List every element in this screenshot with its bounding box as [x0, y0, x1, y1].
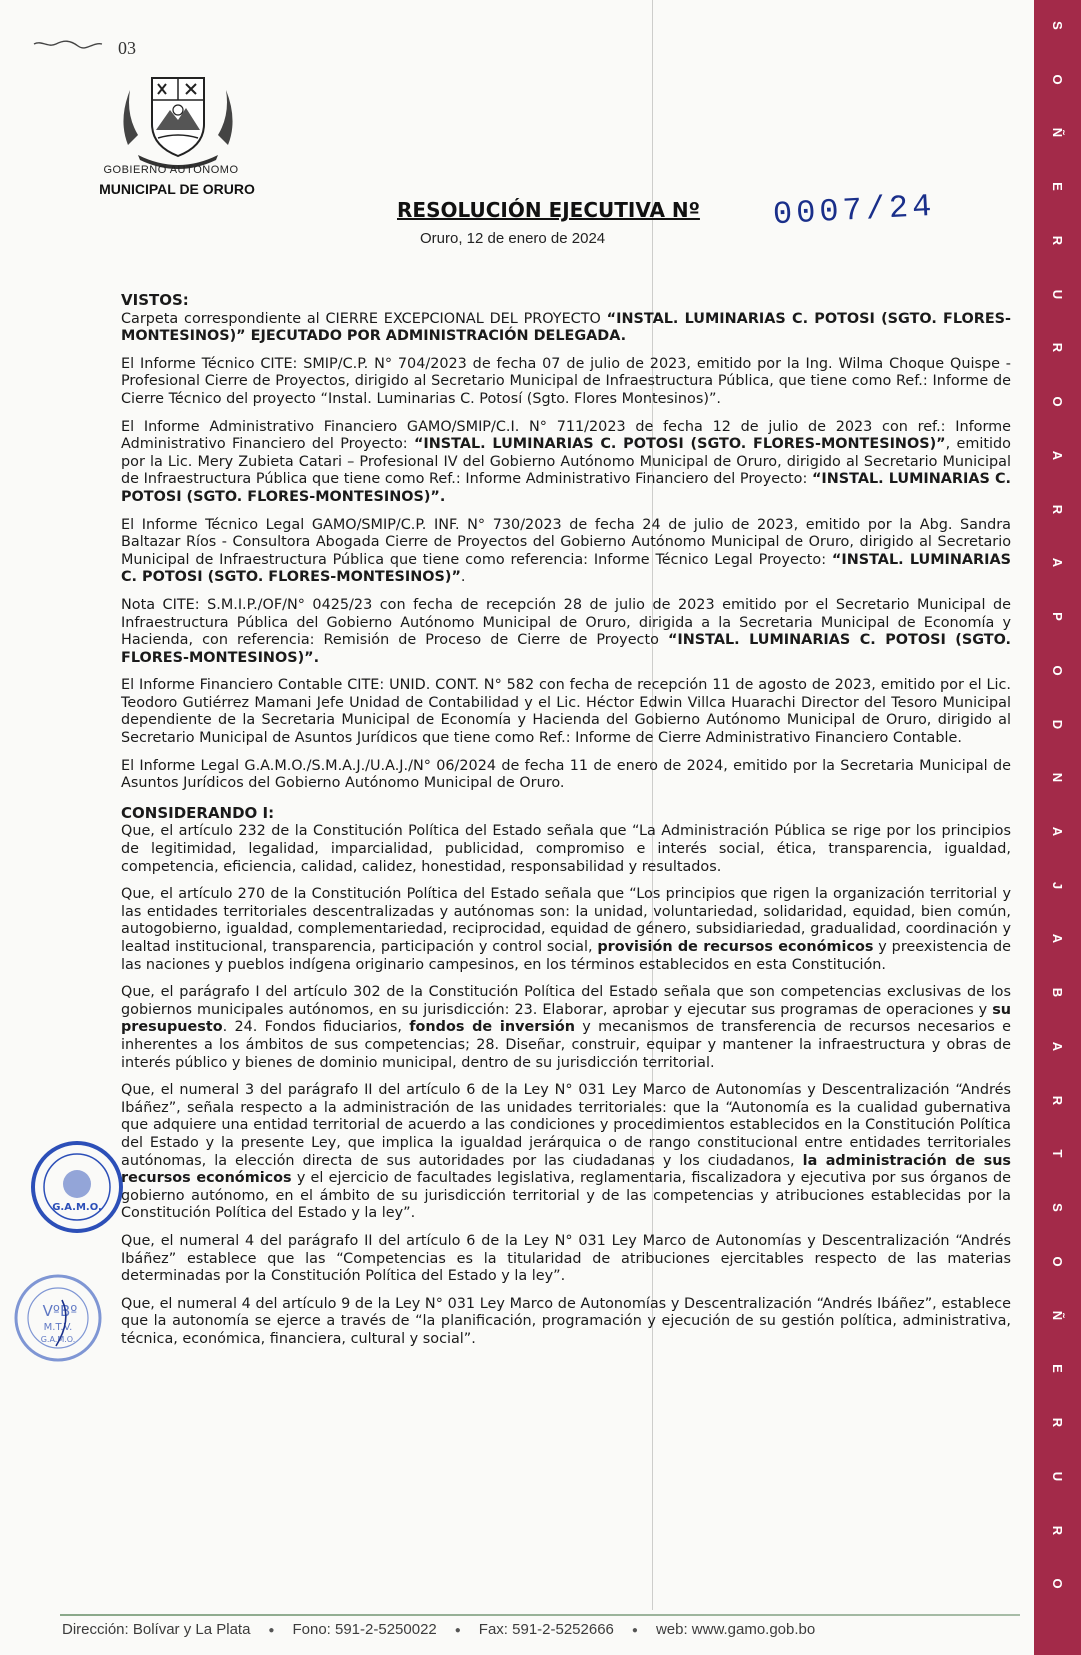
- text-span: y mecanismos de transferencia de recursos necesarios e inherentes a los ámbitos de sus competencias; 28. Diseñar, construir, equipar y mantener la infraestructura y obras de interés público y bienes de dominio municipal, dentro de su jurisdicción territorial.: [121, 1019, 1011, 1071]
- side-band-letter: O: [1050, 396, 1065, 407]
- vobo-sub-label: M.T.V.: [43, 1322, 73, 1333]
- considerando-paragraph: [121, 886, 1011, 974]
- resolution-number: 0007/24: [772, 187, 937, 234]
- bullet-separator: ●: [454, 1624, 461, 1636]
- considerando-paragraph: Que, el artículo 232 de la Constitución Política del Estado señala que “La Administración Pública se rige por los principios de legitimidad, legalidad, imparcialidad, publicidad, compromiso e interés social, ética, transparencia, igualdad, competencia, eficiencia, calidad, calidez, honestidad, responsabilidad y resultados.: [121, 823, 1011, 875]
- text-span: Que, el numeral 3 del parágrafo II del artículo 6 de la Ley N° 031 Ley Marco de Autonomías y Descentralización “Andrés Ibáñez”, señala respecto a la administración de las unidades territoriales: que la “Autonomía es la cualidad gubernativa que adquiere una entidad territorial de acuerdo a las condiciones y procedimientos establecidos en la Constitución Política del Estado y la presente Ley, que implica la igualdad jerárquica o de rango constitucional entre entidades territoriales autónomas, la elección directa de sus autoridades por las ciudadanas y los ciudadanos,: [121, 1082, 1011, 1169]
- side-band-letter: O: [1050, 1256, 1065, 1267]
- side-band-letter: E: [1050, 182, 1065, 192]
- text-span: Carpeta correspondiente al CIERRE EXCEPCIONAL DEL PROYECTO: [121, 310, 607, 327]
- considerando-paragraph: [121, 1082, 1011, 1223]
- considerando-paragraph: Que, el numeral 4 del parágrafo II del artículo 6 de la Ley N° 031 Ley Marco de Autonomías y Descentralización “Andrés Ibáñez” establece que las “Competencias es la titularidad de atribuciones ejercitables respecto de las materias determinadas por la Constitución Política del Estado y la ley”.: [121, 1232, 1011, 1285]
- text-span: El Informe Administrativo Financiero GAMO/SMIP/C.I. N° 711/2023 de fecha 12 de julio de 2023 con ref.: Informe Administrativo Financiero del Proyecto:: [121, 418, 1011, 453]
- vistos-paragraph: El Informe Legal G.A.M.O./S.M.A.J./U.A.J./N° 06/2024 de fecha 11 de enero de 2024, emitido por la Secretaria Municipal de Asuntos Jurídicos del Gobierno Autónomo Municipal de Oruro.: [121, 757, 1011, 792]
- text-span: El Informe Técnico Legal GAMO/SMIP/C.P. INF. N° 730/2023 de fecha 24 de julio de 2023, emitido por la Abg. Sandra Baltazar Ríos - Consultora Abogada Cierre de Proyectos del Gobierno Autónomo Municipal de Oruro, dirigido al Secretario Municipal de Infraestructura Pública que tiene como referencia: Informe Técnico Legal Proyecto:: [121, 516, 1011, 568]
- side-band-letter: T: [1050, 1149, 1065, 1158]
- side-band-letter: R: [1050, 1095, 1065, 1105]
- side-band-letter: P: [1050, 612, 1065, 621]
- page-number: 03: [118, 38, 136, 58]
- text-span: , emitido por la Lic. Mery Zubieta Catari – Profesional IV del Gobierno Autónomo Municipal de Oruro, dirigido al Secretario Municipal de Infraestructura Pública que tiene como Ref.: Informe Administrativo Financiero del Proyecto:: [121, 436, 1011, 488]
- municipal-coat-of-arms-logo: [108, 60, 248, 180]
- side-band-letter: U: [1050, 289, 1065, 299]
- bold-text: “INSTAL. LUMINARIAS C. POTOSI (SGTO. FLORES-MONTESINOS)”.: [121, 632, 1011, 666]
- bold-text: provisión de recursos económicos: [597, 939, 874, 955]
- resolution-title: RESOLUCIÓN EJECUTIVA Nº: [397, 198, 700, 222]
- footer-contact: [62, 1621, 1022, 1638]
- bold-text: fondos de inversión: [409, 1019, 575, 1036]
- handwritten-scribble: [32, 36, 112, 56]
- side-band-letter: D: [1050, 719, 1065, 729]
- side-band-letter: N: [1050, 773, 1065, 783]
- vistos-heading: VISTOS:: [121, 291, 189, 309]
- bold-text: “INSTAL. LUMINARIAS C. POTOSI (SGTO. FLORES-MONTESINOS)”: [121, 551, 1011, 586]
- side-band-letter: O: [1050, 74, 1065, 85]
- side-band-letter: B: [1050, 987, 1065, 998]
- vistos-paragraph: [121, 597, 1011, 667]
- footer-web: web: www.gamo.gob.bo: [655, 1621, 816, 1638]
- side-band-letter: Ñ: [1050, 1310, 1065, 1320]
- bullet-separator: ●: [268, 1624, 275, 1636]
- resolution-date: Oruro, 12 de enero de 2024: [420, 230, 606, 247]
- bullet-separator: ●: [631, 1624, 638, 1636]
- side-band-letter: R: [1050, 1525, 1065, 1535]
- vistos-paragraph: [121, 311, 1011, 346]
- side-band-letter: A: [1050, 934, 1065, 944]
- side-band-letter: A: [1050, 450, 1065, 461]
- vistos-paragraph: El Informe Financiero Contable CITE: UNID. CONT. N° 582 con fecha de recepción 11 de agosto de 2023, emitido por el Lic. Teodoro Gutiérrez Mamani Jefe Unidad de Contabilidad y el Lic. Héctor Edwin Villca Huarachi Director del Tesoro Municipal dependiente de la Secretaria Municipal de Economía y Hacienda del Gobierno Autónomo Municipal de Oruro, dirigido al Secretario Municipal de Asuntos Jurídicos que tiene como Ref.: Informe de Cierre Administrativo Financiero Contable.: [121, 677, 1011, 747]
- text-span: y el ejercicio de facultades legislativa, reglamentaria, fiscalizadora y ejecutiva por sus órganos de gobierno autónomo, en el ámbito de su jurisdicción territorial y de las competencias y atribuciones establecidas por la Constitución Política del Estado y la ley”.: [121, 1170, 1011, 1222]
- considerando-paragraph: Que, el numeral 4 del artículo 9 de la Ley N° 031 Ley Marco de Autonomías y Descentralización “Andrés Ibáñez”, establece que la autonomía se ejerce a través de “la planificación, programación y ejecución de su gestión política, administrativa, técnica, económica, financiera, cultural y social”.: [121, 1295, 1011, 1347]
- footer-divider: [60, 1614, 1020, 1616]
- side-band-letter: O: [1050, 1578, 1065, 1589]
- official-seal-stamp: [28, 1138, 126, 1236]
- text-span: .: [460, 569, 466, 586]
- text-span: . 24. Fondos fiduciarios,: [222, 1019, 410, 1036]
- document-body: [121, 292, 1011, 1358]
- footer-phone: Fono: 591-2-5250022: [292, 1621, 437, 1638]
- government-name-line1: GOBIERNO AUTÓNOMO: [103, 164, 239, 176]
- side-slogan-band: [1034, 0, 1081, 1655]
- side-band-letter: J: [1050, 881, 1065, 889]
- bold-text: la administración de sus recursos económicos: [121, 1152, 1012, 1187]
- vistos-paragraph: [121, 517, 1011, 587]
- footer-fax: Fax: 591-2-5252666: [478, 1621, 614, 1638]
- bold-text: su presupuesto: [121, 1001, 1011, 1036]
- side-band-letter: S: [1050, 1203, 1065, 1212]
- considerando-heading: CONSIDERANDO I:: [121, 803, 275, 822]
- side-band-letter: A: [1050, 1041, 1065, 1052]
- text-span: Que, el artículo 270 de la Constitución Política del Estado señala que “Los principios que rigen la organización territorial y las entidades territoriales descentralizadas y autónomas son: la unidad, voluntariedad, solidaridad, equidad, bien común, autogobierno, igualdad, complementariedad, reciprocidad, equidad de género, subsidiariedad, gradualidad, coordinación y lealtad institucional, transparencia, participación y control social,: [121, 886, 1011, 955]
- side-band-letter: Ñ: [1050, 128, 1065, 138]
- government-name-line2: MUNICIPAL DE ORURO: [99, 181, 255, 197]
- text-span: Que, el parágrafo I del artículo 302 de la Constitución Política del Estado señala que son competencias exclusivas de los gobiernos municipales autónomos, en su jurisdicción: 23. Elaborar, aprobar y ejecutar sus programas de operaciones y: [121, 984, 1011, 1018]
- side-band-letter: R: [1050, 504, 1065, 514]
- text-span: Nota CITE: S.M.I.P./OF/N° 0425/23 con fecha de recepción 28 de julio de 2023 emitido por el Secretario Municipal de Infraestructura Pública del Gobierno Autónomo Municipal de Oruro, dirigida a la Secretaria Municipal de Economía y Hacienda, con referencia: Remisión de Proceso de Cierre de Proyecto: [121, 596, 1011, 649]
- considerando-paragraph: [121, 984, 1011, 1072]
- side-band-letter: E: [1050, 1364, 1065, 1374]
- vistos-paragraph: El Informe Técnico CITE: SMIP/C.P. N° 704/2023 de fecha 07 de julio de 2023, emitido por la Ing. Wilma Choque Quispe - Profesional Cierre de Proyectos, dirigido al Secretario Municipal de Infraestructura Pública, que tiene como Ref.: Informe de Cierre Técnico del proyecto “Instal. Luminarias C. Potosí (Sgto. Flores Montesinos)”.: [121, 355, 1011, 407]
- side-band-letter: U: [1050, 1471, 1065, 1481]
- side-band-letter: O: [1050, 665, 1065, 676]
- side-band-letter: R: [1050, 343, 1065, 353]
- approval-vobo-stamp: [10, 1270, 106, 1366]
- vobo-label: VºBº: [42, 1302, 78, 1320]
- seal-label: G.A.M.O.: [52, 1202, 102, 1213]
- bold-text: “INSTAL. LUMINARIAS C. POTOSI (SGTO. FLORES-MONTESINOS)” EJECUTADO POR ADMINISTRACIÓN DELEGADA.: [121, 310, 1012, 345]
- text-span: y preexistencia de las naciones y pueblos indígena originario campesinos, en los términos establecidos en esta Constitución.: [121, 939, 1011, 973]
- vobo-org-label: G.A.M.O.: [40, 1335, 76, 1344]
- bold-text: “INSTAL. LUMINARIAS C. POTOSI (SGTO. FLORES-MONTESINOS)”.: [121, 471, 1011, 505]
- bold-text: “INSTAL. LUMINARIAS C. POTOSI (SGTO. FLORES-MONTESINOS)”: [413, 436, 946, 453]
- side-band-letter: R: [1050, 235, 1065, 246]
- side-band-letter: R: [1050, 1417, 1065, 1428]
- side-band-letter: A: [1050, 826, 1065, 837]
- footer-address: Dirección: Bolívar y La Plata: [62, 1621, 251, 1638]
- vistos-paragraph: [121, 419, 1011, 507]
- side-band-letter: S: [1050, 21, 1065, 30]
- side-band-letter: A: [1050, 558, 1065, 568]
